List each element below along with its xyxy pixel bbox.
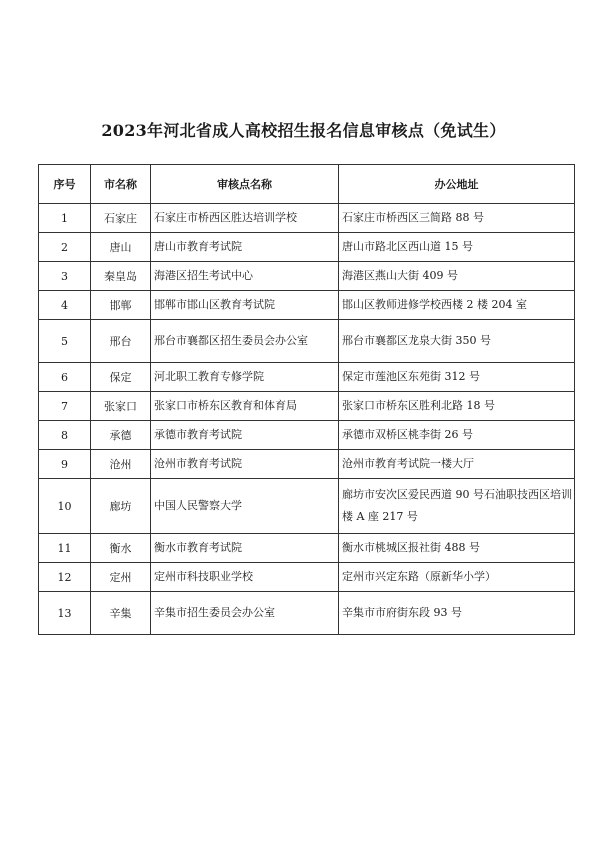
row-city: 邢台: [91, 320, 151, 363]
row-city: 辛集: [91, 592, 151, 635]
row-num: 3: [39, 262, 91, 291]
table-row: [39, 320, 575, 363]
row-name: 石家庄市桥西区胜达培训学校: [151, 204, 339, 233]
row-address: 唐山市路北区西山道 15 号: [339, 233, 575, 262]
row-name: 中国人民警察大学: [151, 479, 339, 534]
row-num: 11: [39, 534, 91, 563]
row-city: 秦皇岛: [91, 262, 151, 291]
row-num: 9: [39, 450, 91, 479]
row-city: 石家庄: [91, 204, 151, 233]
row-address: 石家庄市桥西区三简路 88 号: [339, 204, 575, 233]
row-name: 河北职工教育专修学院: [151, 363, 339, 392]
row-city: 定州: [91, 563, 151, 592]
row-name: 辛集市招生委员会办公室: [151, 592, 339, 635]
row-name: 张家口市桥东区教育和体育局: [151, 392, 339, 421]
table-row: [39, 291, 575, 320]
table-row: [39, 534, 575, 563]
row-name: 定州市科技职业学校: [151, 563, 339, 592]
row-city: 唐山: [91, 233, 151, 262]
row-num: 7: [39, 392, 91, 421]
table-header-row: [39, 165, 575, 204]
table-row: [39, 262, 575, 291]
header-name: 审核点名称: [151, 165, 339, 204]
row-city: 廊坊: [91, 479, 151, 534]
row-address: 邯山区教师进修学校西楼 2 楼 204 室: [339, 291, 575, 320]
row-name: 海港区招生考试中心: [151, 262, 339, 291]
row-name: 沧州市教育考试院: [151, 450, 339, 479]
header-num: 序号: [39, 165, 91, 204]
row-num: 10: [39, 479, 91, 534]
row-address: 邢台市襄都区龙泉大街 350 号: [339, 320, 575, 363]
row-address: 沧州市教育考试院一楼大厅: [339, 450, 575, 479]
row-name: 唐山市教育考试院: [151, 233, 339, 262]
row-num: 12: [39, 563, 91, 592]
header-address: 办公地址: [339, 165, 575, 204]
row-name: 邢台市襄都区招生委员会办公室: [151, 320, 339, 363]
row-city: 张家口: [91, 392, 151, 421]
table-row: [39, 563, 575, 592]
table-row: [39, 392, 575, 421]
row-address: 衡水市桃城区报社街 488 号: [339, 534, 575, 563]
table-row: [39, 592, 575, 635]
row-num: 2: [39, 233, 91, 262]
row-name: 衡水市教育考试院: [151, 534, 339, 563]
row-num: 13: [39, 592, 91, 635]
row-num: 8: [39, 421, 91, 450]
table-row: [39, 204, 575, 233]
row-address: 海港区燕山大街 409 号: [339, 262, 575, 291]
row-city: 邯郸: [91, 291, 151, 320]
row-num: 1: [39, 204, 91, 233]
table-row: [39, 421, 575, 450]
page-title: 2023年河北省成人高校招生报名信息审核点（免试生）: [101, 121, 506, 140]
row-address: 廊坊市安次区爱民西道 90 号石油职技西区培训楼 A 座 217 号: [339, 479, 575, 534]
table-row: [39, 233, 575, 262]
header-city: 市名称: [91, 165, 151, 204]
row-num: 6: [39, 363, 91, 392]
row-address: 定州市兴定东路（原新华小学）: [339, 563, 575, 592]
row-name: 承德市教育考试院: [151, 421, 339, 450]
row-address: 承德市双桥区桃李街 26 号: [339, 421, 575, 450]
audit-points-table: [38, 164, 575, 635]
table-row: [39, 363, 575, 392]
row-num: 5: [39, 320, 91, 363]
row-city: 衡水: [91, 534, 151, 563]
table-row: [39, 450, 575, 479]
table-row: [39, 479, 575, 534]
row-address: 张家口市桥东区胜利北路 18 号: [339, 392, 575, 421]
row-address: 辛集市市府街东段 93 号: [339, 592, 575, 635]
row-city: 沧州: [91, 450, 151, 479]
row-city: 保定: [91, 363, 151, 392]
row-name: 邯郸市邯山区教育考试院: [151, 291, 339, 320]
row-num: 4: [39, 291, 91, 320]
row-city: 承德: [91, 421, 151, 450]
row-address: 保定市莲池区东苑街 312 号: [339, 363, 575, 392]
